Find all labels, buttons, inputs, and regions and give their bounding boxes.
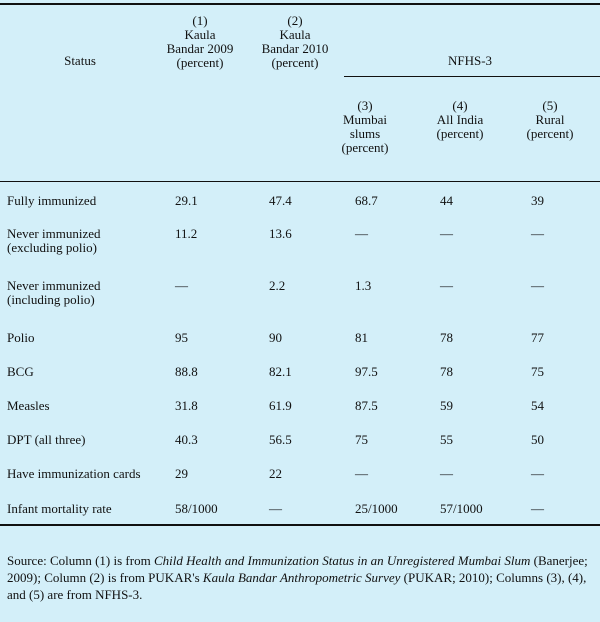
cell: 29.1	[175, 193, 198, 208]
nfhs-rule	[344, 76, 600, 77]
cell: —	[175, 278, 188, 293]
cell: 13.6	[269, 226, 292, 241]
row-label-never-immunized-incl: Never immunized (including polio)	[7, 278, 101, 307]
header-rule	[0, 181, 600, 182]
cell: 56.5	[269, 432, 292, 447]
cell: 55	[440, 432, 453, 447]
cell: 11.2	[175, 226, 198, 241]
cell: 47.4	[269, 193, 292, 208]
row-label-polio: Polio	[7, 330, 35, 345]
row-label-infant-mortality: Infant mortality rate	[7, 501, 112, 516]
cell: 75	[355, 432, 368, 447]
cell: —	[269, 501, 282, 516]
cell: 58/1000	[175, 501, 218, 516]
header-col1: (1) Kaula Bandar 2009 (percent)	[166, 13, 234, 70]
cell: 29	[175, 466, 188, 481]
cell: 95	[175, 330, 188, 345]
header-col5: (5) Rural (percent)	[526, 98, 574, 141]
cell: 90	[269, 330, 282, 345]
bottom-rule	[0, 524, 600, 526]
cell: 88.8	[175, 364, 198, 379]
header-nfhs: NFHS-3	[447, 53, 493, 68]
cell: 54	[531, 398, 544, 413]
row-label-fully-immunized: Fully immunized	[7, 193, 97, 208]
cell: 40.3	[175, 432, 198, 447]
cell: 75	[531, 364, 544, 379]
cell: 81	[355, 330, 368, 345]
cell: 1.3	[355, 278, 372, 293]
source-text: (Banerjee; 2009); Column (2) is from PUKAR's	[7, 553, 588, 585]
cell: 61.9	[269, 398, 292, 413]
row-label-bcg: BCG	[7, 364, 34, 379]
cell: —	[531, 226, 544, 241]
cell: 44	[440, 193, 453, 208]
header-status: Status	[64, 53, 96, 68]
cell: 87.5	[355, 398, 378, 413]
source-text: (PUKAR; 2010); Columns (3), (4), and (5) are from NFHS-3.	[7, 570, 587, 602]
row-label-dpt: DPT (all three)	[7, 432, 86, 447]
cell: 82.1	[269, 364, 292, 379]
cell: —	[531, 278, 544, 293]
source-text: Source: Column (1) is from	[7, 553, 154, 568]
cell: 68.7	[355, 193, 378, 208]
source-title-2: Kaula Bandar Anthropometric Survey	[202, 570, 401, 585]
header-col4: (4) All India (percent)	[436, 98, 484, 141]
cell: —	[440, 226, 453, 241]
cell: 39	[531, 193, 544, 208]
cell: 97.5	[355, 364, 378, 379]
cell: 78	[440, 330, 453, 345]
cell: 2.2	[269, 278, 286, 293]
row-label-immunization-cards: Have immunization cards	[7, 466, 141, 481]
cell: 78	[440, 364, 453, 379]
cell: —	[355, 466, 368, 481]
cell: —	[355, 226, 368, 241]
cell: 57/1000	[440, 501, 483, 516]
cell: —	[440, 278, 453, 293]
row-label-never-immunized-excl: Never immunized (excluding polio)	[7, 226, 101, 255]
header-col2: (2) Kaula Bandar 2010 (percent)	[261, 13, 329, 70]
cell: —	[440, 466, 453, 481]
cell: 59	[440, 398, 453, 413]
header-col3: (3) Mumbai slums (percent)	[341, 98, 389, 155]
source-title-1: Child Health and Immunization Status in an Unregistered Mumbai Slum	[153, 553, 531, 568]
row-label-measles: Measles	[7, 398, 50, 413]
cell: —	[531, 466, 544, 481]
cell: 22	[269, 466, 282, 481]
top-rule	[0, 3, 600, 5]
cell: 50	[531, 432, 544, 447]
cell: 31.8	[175, 398, 198, 413]
cell: 25/1000	[355, 501, 398, 516]
cell: —	[531, 501, 544, 516]
source-note	[7, 552, 593, 603]
cell: 77	[531, 330, 544, 345]
